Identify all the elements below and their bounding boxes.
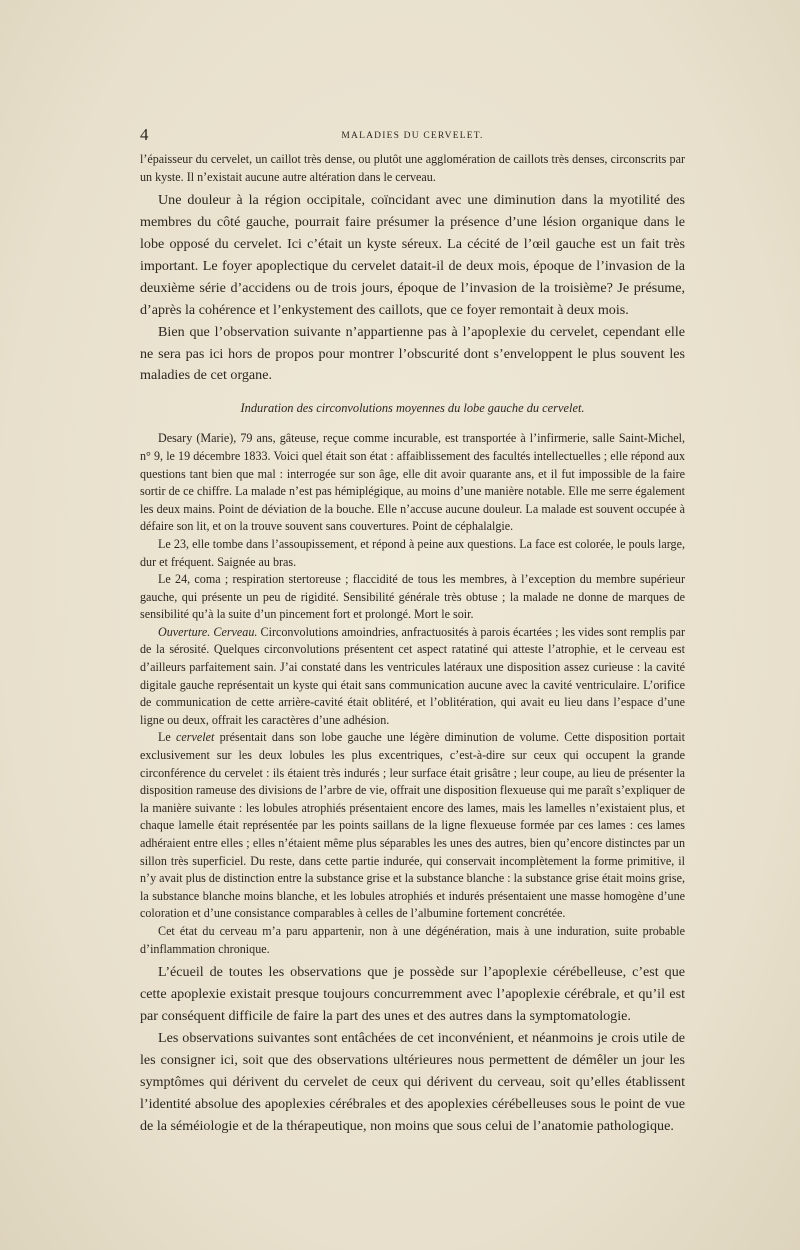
paragraph-4: Desary (Marie), 79 ans, gâteuse, reçue comme incurable, est transportée à l’infirmerie, salle Saint-Michel, n° 9, le 19 décembre 1833. Voici quel était son état : affaiblissement des facultés intellectuelles ; elle répond aux questions tant bien que mal : interrogée sur son âge, elle dit avoir quarante ans, et il fut impossible de la faire sortir de ce chiffre. La malade n’est pas hémiplégique, au moins d’une manière notable. Elle me serre également les deux mains. Point de déviation de la bouche. Elle n’accuse aucune douleur. La malade est souvent occupée à défaire son lit, et on la trouve souvent sans couvertures. Point de céphalalgie.: [140, 431, 685, 534]
running-head: MALADIES DU CERVELET.: [341, 131, 484, 141]
paragraph-11: Les observations suivantes sont entâchées de cet inconvénient, et néanmoins je crois utile de les consigner ici, soit que des observations ultérieures nous permettent de démêler un jour les symptômes qui dérivent du cervelet de ceux qui dérivent du cerveau, soit qu’elles établissent l’identité absolue des apoplexies cérébrales et des apoplexies cérébelleuses sous le point de vue de la séméiologie et de la thérapeutique, non moins que sous celui de l’anatomie pathologique.: [140, 1029, 685, 1134]
page-number: 4: [140, 125, 149, 144]
paragraph-10: L’écueil de toutes les observations que je possède sur l’apoplexie cérébelleuse, c’est que cette apoplexie existait presque toujours concurremment avec l’apoplexie cérébrale, et qu’il est par conséquent difficile de faire la part des unes et des autres dans la symptomatologie.: [140, 964, 685, 1024]
cervelet-label: cervelet: [176, 730, 215, 745]
section-subheading: Induration des circonvolutions moyennes du lobe gauche du cervelet.: [240, 401, 585, 416]
paragraph-8-start: Le: [158, 730, 177, 745]
paragraph-3: Bien que l’observation suivante n’appartienne pas à l’apoplexie du cervelet, cependant elle ne sera pas ici hors de propos pour montrer l’obscurité dont s’enveloppent le plus souvent les maladies de cet organe.: [140, 323, 685, 384]
paragraph-6: Le 24, coma ; respiration stertoreuse ; flaccidité de tous les membres, à l’exception du membre supérieur gauche, qui présente un peu de rigidité. Sensibilité générale très obtuse ; la malade ne donne de marques de sensibilité qu’à la suite d’un pincement fort et prolongé. Mort le soir.: [140, 572, 685, 622]
autopsy-label: Ouverture. Cerveau.: [158, 624, 258, 639]
paragraph-9: Cet état du cerveau m’a paru appartenir, non à une dégénération, mais à une induration, suite probable d’inflammation chronique.: [140, 923, 685, 956]
paragraph-1: l’épaisseur du cervelet, un caillot très dense, ou plutôt une agglomération de caillots très denses, circonscrits par un kyste. Il n’existait aucune autre altération dans le cerveau.: [140, 152, 685, 184]
paragraph-2: Une douleur à la région occipitale, coïncidant avec une diminution dans la myotilité des membres du côté gauche, pourrait faire présumer la présence d’une lésion organique dans le lobe opposé du cervelet. Ici c’était un kyste séreux. La cécité de l’œil gauche est un fait très important. Le foyer apoplectique du cervelet datait-il de deux mois, époque de l’invasion de la deuxième série d’accidens ou de trois jours, époque de l’invasion de la troisième? Je présume, d’après la cohérence et l’enkystement des caillots, que ce foyer remontait à deux mois.: [140, 192, 685, 318]
paragraph-8: [140, 729, 685, 923]
paragraph-5: Le 23, elle tombe dans l’assoupissement, et répond à peine aux questions. La face est colorée, le pouls large, dur et fréquent. Saignée au bras.: [140, 536, 685, 569]
paragraph-7-text: Circonvolutions amoindries, anfractuosités à parois écartées ; les vides sont remplis par de la sérosité. Quelques circonvolutions présentent cet aspect ratatiné qui atteste l’atrophie, et le cerveau est d’ailleurs parfaitement sain. J’ai constaté dans les ventricules latéraux une disposition assez curieuse : la cavité digitale gauche représentait un kyste qui était sans communication aucune avec la cavité ventriculaire. L’orifice de communication de cette arrière-cavité était oblitéré, et l’oblitération, qui avait eu lieu dans l’espace d’une ligne ou deux, offrait les caractères d’une adhésion.: [140, 624, 685, 727]
paragraph-8-text: présentait dans son lobe gauche une légère diminution de volume. Cette disposition portait exclusivement sur les deux lobules les plus excentriques, c’est-à-dire sur ceux qui occupent la grande circonférence du cervelet : ils étaient très indurés ; leur surface était grisâtre ; leur coupe, au lieu de présenter la disposition rameuse des divisions de l’arbre de vie, offrait une disposition flexueuse qui me paraît s’expliquer de la manière suivante : les lobules atrophiés présentaient encore des lames, mais les lamelles n’existaient plus, et chaque lamelle était représentée par les points saillans de la ligne flexueuse formée par ces lames : ces lames adhéraient entre elles ; elles n’étaient même plus séparables les unes des autres, bien qu’encore distinctes par un sillon très superficiel. Du reste, dans cette partie indurée, qui conservait incomplètement la forme primitive, il n’y avait plus de distinction entre la substance grise et la substance blanche : la substance grise était moins grise, la substance blanche moins blanche, et les lobules atrophiés et indurés présentaient une masse homogène d’une coloration et d’une consistance comparables à celles de l’albumine fortement concrétée.: [140, 730, 686, 921]
page-header: [140, 125, 685, 147]
paragraph-7: [140, 624, 685, 730]
body-text: [140, 151, 685, 1137]
